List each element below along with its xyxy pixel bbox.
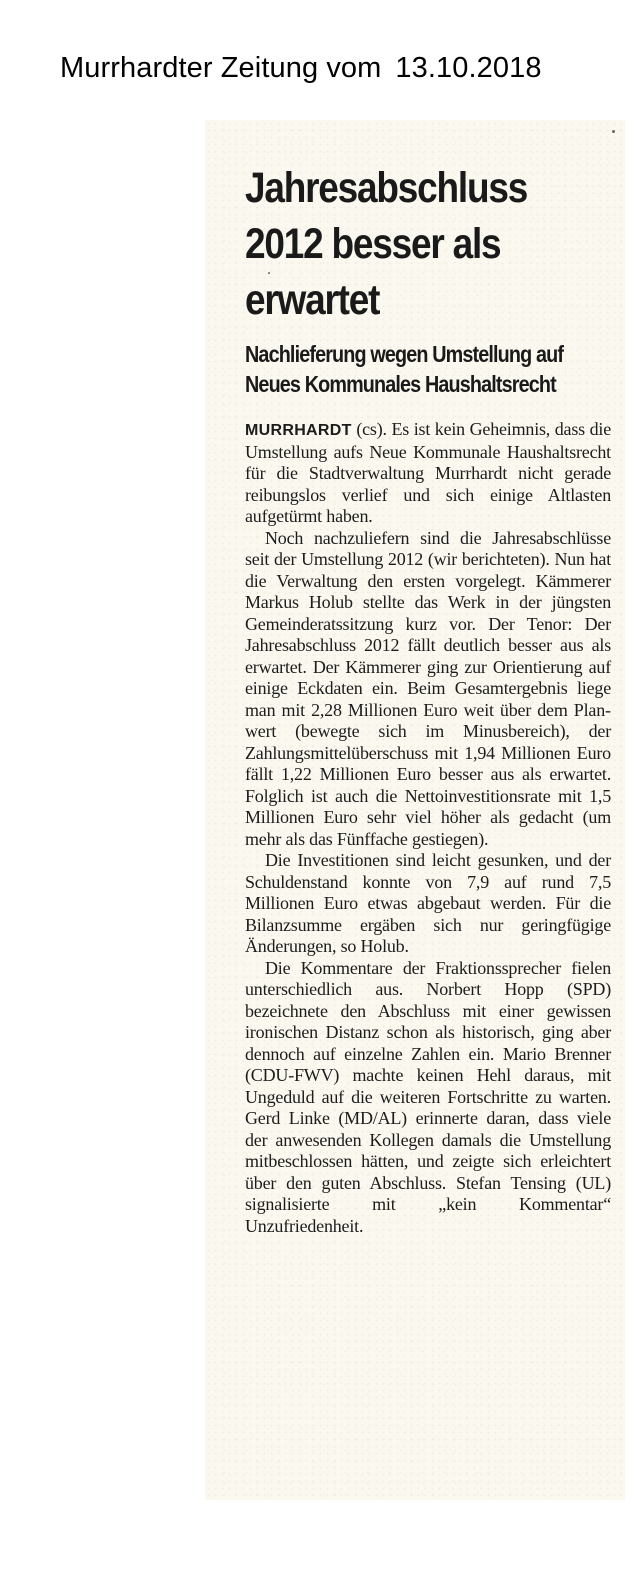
article-paragraph: Die Kommentare der Fraktionssprecher fielen unterschiedlich aus. Norbert Hopp (SPD) bezeichnete den Abschluss mit einer gewissen ironischen Distanz schon als historisch, ging aber dennoch auf einzelne Zahlen ein. Mario Brenner (CDU-FWV) machte keinen Hehl daraus, mit Ungeduld auf die weiteren Fortschritte zu warten. Gerd Linke (MD/AL) erinnerte daran, dass viele der anwesenden Kollegen damals die Umstellung mitbeschlossen hätten, und zeigte sich erleichtert über den guten Abschluss. Stefan Tensing (UL) signalisierte mit „kein Kommentar“ Unzufriedenheit. [245, 957, 611, 1236]
article-paragraph: Noch nachzuliefern sind die Jahresabschlüsse seit der Umstellung 2012 (wir berichteten). Nun hat die Verwaltung den ersten vorgelegt. Kämmerer Markus Holub stellte das Werk in der jüngsten Gemeinderatssitzung kurz vor. Der Tenor: Der Jahresabschluss 2012 fällt deutlich besser aus als erwartet. Der Kämmerer ging zur Orientierung auf einige Eckdaten ein. Beim Gesamtergebnis liege man mit 2,28 Millionen Euro weit über dem Planwert (bewegte sich im Minusbereich), der Zahlungsmittelüberschuss mit 1,94 Millionen Euro fällt 1,22 Millionen Euro besser aus als erwartet. Folglich ist auch die Nettoinvestitionsrate mit 1,5 Millionen Euro sehr viel höher als gedacht (um mehr als das Fünffache gestiegen). [245, 527, 611, 849]
scan-speck [612, 130, 615, 133]
publication-date: 13.10.2018 [395, 52, 542, 84]
subheadline-line: Neues Kommunales Haushaltsrecht [245, 371, 556, 397]
paragraph-text: (cs). Es ist kein Geheimnis, dass die Umstellung aufs Neue Kommunale Haushaltsrecht für die Stadtverwaltung Murrhardt nicht gerade reibungslos verlief und sich einige Altlasten aufgetürmt haben. [245, 419, 611, 526]
source-line [60, 52, 620, 85]
article-body [245, 419, 611, 1237]
headline-line: erwartet [245, 276, 380, 324]
publication-name: Murrhardter Zeitung vom [60, 52, 382, 84]
headline-line: Jahresabschluss [245, 164, 528, 212]
article-dateline: MURRHARDT [245, 422, 352, 439]
article-paragraph [245, 419, 611, 528]
article-headline [245, 160, 563, 328]
article-subheadline [245, 339, 572, 399]
headline-line: 2012 besser als [245, 220, 501, 268]
subheadline-line: Nachlieferung wegen Umstellung auf [245, 341, 564, 367]
article-paragraph: Die Investitionen sind leicht gesunken, und der Schuldenstand konnte von 7,9 auf rund 7,5 Millionen Euro etwas abgebaut werden. Für die Bilanzsumme ergäben sich nur geringfügige Änderungen, so Holub. [245, 850, 611, 956]
